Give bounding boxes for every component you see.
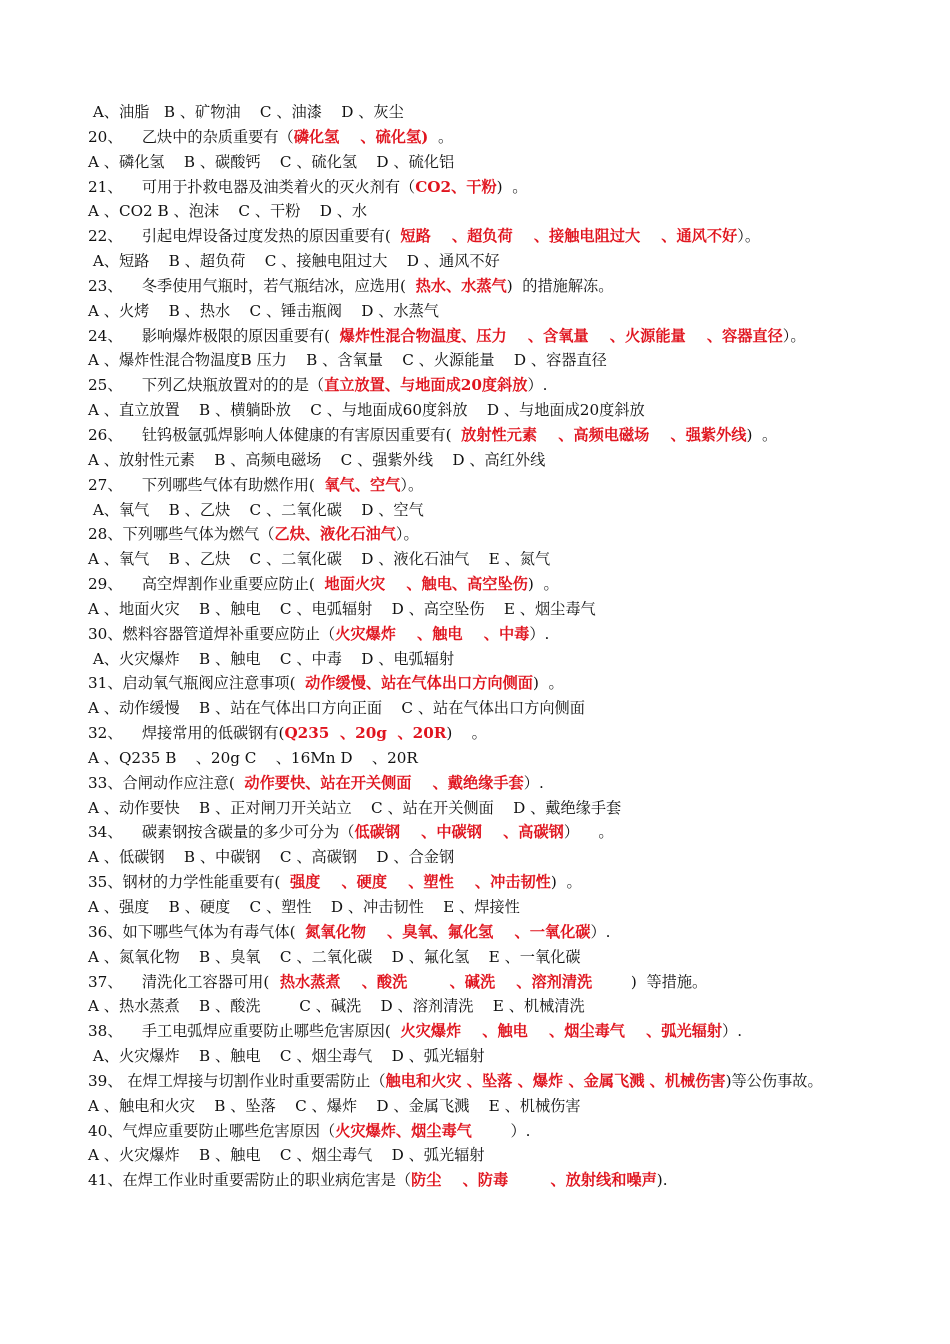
question-text: 33、合闸动作应注意( [88, 773, 245, 792]
answer-text: 火灾爆炸、烟尘毒气 [335, 1121, 472, 1140]
text-line [88, 498, 888, 523]
answer-text: 氧气、空气 [324, 475, 401, 494]
answer-text: 防尘 、防毒 、放射线和噪声 [411, 1171, 657, 1190]
text-line [88, 1168, 888, 1193]
answer-text: 热水蒸煮 、酸洗 、碱洗 、溶剂清洗 [269, 972, 593, 991]
question-text: 22、 引起电焊设备过度发热的原因重要有( [88, 227, 401, 246]
question-text: 26、 钍钨极氩弧焊影响人体健康的有害原因重要有( [88, 425, 462, 444]
question-text: A 、CO2 B 、泡沫 C 、干粉 D 、水 [88, 202, 368, 221]
question-text: ) 。 [550, 873, 582, 892]
question-text: ). [656, 1171, 668, 1190]
question-text: 41、在焊工作业时重要需防止的职业病危害是（ [88, 1171, 412, 1190]
text-line [88, 348, 888, 373]
answer-text: CO2、干粉 [415, 177, 497, 196]
question-text: A 、爆炸性混合物温度B 压力 B 、含氧量 C 、火源能量 D 、容器直径 [88, 351, 607, 370]
text-line [88, 199, 888, 224]
text-line [88, 324, 888, 349]
text-line [88, 945, 888, 970]
question-text: A 、热水蒸煮 B 、酸洗 C 、碱洗 D 、溶剂清洗 E 、机械清洗 [88, 997, 585, 1016]
question-text: ）。 [400, 475, 424, 494]
question-text: A 、放射性元素 B 、高频电磁场 C 、强紫外线 D 、高红外线 [88, 450, 546, 469]
text-line [88, 572, 888, 597]
text-line [88, 473, 888, 498]
question-text: A、短路 B 、超负荷 C 、接触电阻过大 D 、通风不好 [88, 252, 500, 271]
question-text: 31、启动氧气瓶阀应注意事项( [88, 674, 306, 693]
text-line [88, 547, 888, 572]
text-line [88, 125, 888, 150]
text-line [88, 299, 888, 324]
question-text: ）。 [395, 525, 419, 544]
question-text: A、火灾爆炸 B 、触电 C 、烟尘毒气 D 、弧光辐射 [88, 1047, 485, 1066]
text-line [88, 274, 888, 299]
answer-text: 放射性元素 、高频电磁场 、强紫外线 [461, 425, 747, 444]
text-line [88, 721, 888, 746]
question-text: ）. [523, 773, 544, 792]
answer-text: 强度 、硬度 、塑性 、冲击韧性 [289, 873, 551, 892]
question-text: ）。 [782, 326, 806, 345]
text-line [88, 895, 888, 920]
question-text: ） 。 [563, 823, 614, 842]
question-text: ) 。 [746, 425, 778, 444]
question-text: A 、氮氧化物 B 、臭氧 C 、二氧化碳 D 、氟化氢 E 、一氧化碳 [88, 947, 581, 966]
text-line [88, 373, 888, 398]
question-text: 20、 乙炔中的杂质重要有（ [88, 127, 294, 146]
text-line [88, 249, 888, 274]
question-text: ）. [590, 922, 611, 941]
question-text: A 、动作要快 B 、正对闸刀开关站立 C 、站在开关侧面 D 、戴绝缘手套 [88, 798, 622, 817]
text-line [88, 970, 888, 995]
question-text: ) 等措施。 [592, 972, 708, 991]
text-line [88, 1143, 888, 1168]
answer-text: 动作缓慢、站在气体出口方向侧面 [305, 674, 533, 693]
text-line [88, 522, 888, 547]
question-text: ）. [529, 624, 550, 643]
text-line [88, 994, 888, 1019]
answer-text: 低碳钢 、中碳钢 、高碳钢 [354, 823, 564, 842]
question-text: 25、 下列乙炔瓶放置对的的是（ [88, 376, 325, 395]
question-text: ) 的措施解冻。 [506, 276, 614, 295]
answer-text: 地面火灾 、触电、高空坠伤 [324, 575, 528, 594]
text-line [88, 398, 888, 423]
text-line [88, 423, 888, 448]
text-line [88, 820, 888, 845]
question-text: A 、磷化氢 B 、碳酸钙 C 、硫化氢 D 、硫化铝 [88, 152, 455, 171]
question-text: 37、 清洗化工容器可用( [88, 972, 270, 991]
question-text: ）。 [737, 227, 761, 246]
question-text: ）. [527, 376, 548, 395]
question-text: 36、如下哪些气体为有毒气体( [88, 922, 306, 941]
question-text: A 、地面火灾 B 、触电 C 、电弧辐射 D 、高空坠伤 E 、烟尘毒气 [88, 599, 596, 618]
question-text: A 、火灾爆炸 B 、触电 C 、烟尘毒气 D 、弧光辐射 [88, 1146, 485, 1165]
question-text: 27、 下列哪些气体有助燃作用( [88, 475, 325, 494]
answer-text: 短路 、超负荷 、接触电阻过大 、通风不好 [400, 227, 738, 246]
question-text: A、氧气 B 、乙炔 C 、二氧化碳 D 、空气 [88, 500, 424, 519]
question-text: A、油脂 B 、矿物油 C 、油漆 D 、灰尘 [88, 103, 404, 121]
question-text: A 、火烤 B 、热水 C 、锤击瓶阀 D 、水蒸气 [88, 301, 439, 320]
answer-text: 火灾爆炸 、触电 、中毒 [335, 624, 530, 643]
question-text: 39、 在焊工焊接与切割作业时重要需防止（ [88, 1071, 386, 1090]
text-line [88, 1119, 888, 1144]
text-line [88, 597, 888, 622]
question-text: 38、 手工电弧焊应重要防止哪些危害原因( [88, 1022, 401, 1041]
text-line [88, 671, 888, 696]
text-line [88, 1019, 888, 1044]
question-text: A 、氧气 B 、乙炔 C 、二氧化碳 D 、液化石油气 E 、氮气 [88, 550, 551, 569]
text-line [88, 1069, 888, 1094]
answer-text: 乙炔、液化石油气 [274, 525, 396, 544]
question-text: A 、直立放置 B 、横躺卧放 C 、与地面成60度斜放 D 、与地面成20度斜放 [88, 401, 645, 420]
answer-text: Q235 、20g 、20R [284, 724, 447, 743]
question-text: 24、 影响爆炸极限的原因重要有( [88, 326, 340, 345]
text-line [88, 224, 888, 249]
question-text: A 、动作缓慢 B 、站在气体出口方向正面 C 、站在气体出口方向侧面 [88, 699, 585, 718]
answer-text: 爆炸性混合物温度、压力 、含氧量 、火源能量 、容器直径 [339, 326, 783, 345]
question-text: ）. [722, 1022, 743, 1041]
text-line [88, 622, 888, 647]
text-line [88, 175, 888, 200]
question-text: 35、钢材的力学性能重要有( [88, 873, 290, 892]
text-line [88, 100, 888, 125]
question-text: A 、Q235 B 、20g C 、16Mn D 、20R [88, 748, 418, 767]
text-line [88, 1044, 888, 1069]
answer-text: 热水、水蒸气 [415, 276, 507, 295]
answer-text: 动作要快、站在开关侧面 、戴绝缘手套 [244, 773, 524, 792]
question-text: A 、触电和火灾 B 、坠落 C 、爆炸 D 、金属飞溅 E 、机械伤害 [88, 1096, 581, 1115]
question-text: ）. [471, 1121, 531, 1140]
answer-text: 触电和火灾 、坠落 、爆炸 、金属飞溅 、机械伤害 [385, 1071, 726, 1090]
text-line [88, 647, 888, 672]
question-text: 。 [428, 127, 454, 146]
question-text: ) 。 [446, 724, 487, 743]
text-line [88, 1094, 888, 1119]
answer-text: 火灾爆炸 、触电 、烟尘毒气 、弧光辐射 [400, 1022, 723, 1041]
text-line [88, 796, 888, 821]
question-text: 34、 碳素钢按含碳量的多少可分为（ [88, 823, 355, 842]
question-text: ) 。 [496, 177, 528, 196]
question-text: 40、气焊应重要防止哪些危害原因（ [88, 1121, 336, 1140]
question-text: 30、燃料容器管道焊补重要应防止（ [88, 624, 336, 643]
text-line [88, 696, 888, 721]
question-text: 32、 焊接常用的低碳钢有( [88, 724, 285, 743]
answer-text: 直立放置、与地面成20度斜放 [324, 376, 528, 395]
question-text: 28、下列哪些气体为燃气（ [88, 525, 275, 544]
question-text: ) 。 [527, 575, 559, 594]
question-text: 29、 高空焊割作业重要应防止( [88, 575, 325, 594]
question-text: A 、低碳钢 B 、中碳钢 C 、高碳钢 D 、合金钢 [88, 848, 455, 867]
answer-text: 氮氧化物 、臭氧、氟化氢 、一氧化碳 [305, 922, 591, 941]
question-text: 23、 冬季使用气瓶时，若气瓶结冰，应选用( [88, 276, 416, 295]
text-line [88, 150, 888, 175]
question-text: )等公伤事故。 [725, 1071, 823, 1090]
question-text: A 、强度 B 、硬度 C 、塑性 D 、冲击韧性 E 、焊接性 [88, 898, 520, 916]
document-body [88, 100, 888, 1193]
text-line [88, 448, 888, 473]
text-line [88, 845, 888, 870]
question-text: ) 。 [532, 674, 564, 693]
text-line [88, 920, 888, 945]
answer-text: 磷化氢 、硫化氢) [293, 127, 429, 146]
text-line [88, 870, 888, 895]
question-text: A、火灾爆炸 B 、触电 C 、中毒 D 、电弧辐射 [88, 649, 455, 668]
question-text: 21、 可用于扑救电器及油类着火的灭火剂有（ [88, 177, 416, 196]
text-line [88, 746, 888, 771]
text-line [88, 771, 888, 796]
